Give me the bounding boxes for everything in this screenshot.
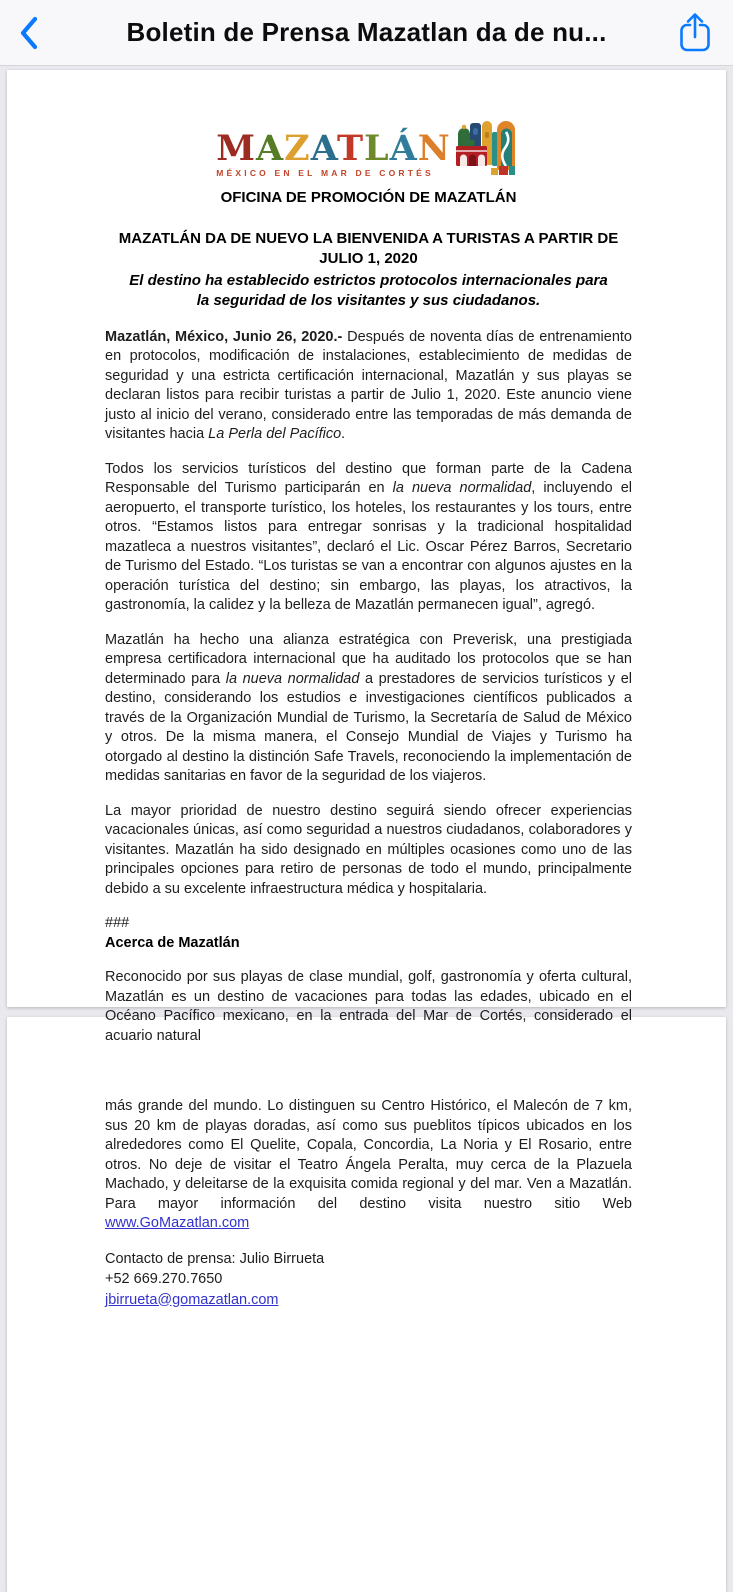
text-segment: Z [284,128,311,169]
text-link[interactable]: jbirrueta@gomazatlan.com [105,1291,279,1308]
document-page-2 [7,1017,726,1592]
document-viewer[interactable] [0,66,733,1592]
text-segment: La Perla del Pacífico [208,426,342,442]
text-segment: la nueva normalidad [225,670,360,687]
text-segment: Á [389,128,418,169]
text-segment: A [255,128,285,169]
paragraph-4 [105,802,632,900]
press-release-subhead: El destino ha establecido estrictos protocolos internacionales para la seguridad de los visitantes y sus ciudadanos. [129,271,608,309]
back-button[interactable] [14,14,44,52]
text-segment: Todos los servicios turísticos del destino que forman parte de la Cadena Responsable del Turismo participarán en [105,460,632,496]
end-marker: ### [105,915,130,931]
logo-tagline: MÉXICO EN EL MAR DE CORTÉS [216,168,434,178]
office-heading: OFICINA DE PROMOCIÓN DE MAZATLÁN [220,189,517,206]
contact-phone: +52 669.270.7650 [105,1271,223,1287]
text-segment: la nueva normalidad [392,480,532,496]
press-contact-block [105,1249,632,1311]
text-segment: L [364,128,390,169]
document-page-1 [7,70,726,1044]
logo-text-block [216,128,451,178]
paragraph-3 [105,631,632,787]
contact-email [105,1290,632,1311]
page-2-content [7,1017,726,1310]
logo-wordmark [216,128,451,169]
text-link[interactable]: www.GoMazatlan.com [105,1215,250,1231]
paragraph-2 [105,460,632,616]
press-release-headline: MAZATLÁN DA DE NUEVO LA BIENVENIDA A TURISTAS A PARTIR DE JULIO 1, 2020 [118,229,619,267]
mazatlan-logo [7,70,726,178]
text-segment: M [216,128,256,169]
document-title: Boletin de Prensa Mazatlan da de nu... [126,17,607,47]
text-segment: Reconocido por sus playas de clase mundial, golf, gastronomía y oferta cultural, Mazatlán es un destino de vacaciones para todas las edades, ubicado en el Océano Pacífico mexicano, en la entrada del Mar de Cortés, considerado el acuario natural [105,969,632,1044]
share-icon [677,11,713,55]
text-segment: A [310,128,337,169]
text-segment: Mazatlán, México, Junio 26, 2020.- [105,328,343,345]
nav-bar [0,0,733,66]
text-segment: N [417,128,451,169]
text-segment: , incluyendo el aeropuerto, el transporte turístico, los hoteles, los restaurantes y los tours, entre otros. “Estamos listos para entregar sonrisas y la tradicional hospitalidad mazatleca a nuestros visitantes”, declaró el Lic. Oscar Pérez Barros, Secretario de Turismo del Estado. “Los turistas se van a encontrar con algunos ajustes en la operación turística del destino; sin embargo, las playas, los atractivos, la gastronomía, la calidez y la belleza de Mazatlán permanecen igual”, agregó. [105,480,632,613]
paragraph-6 [105,1017,632,1234]
text-segment: Después de noventa días de entrenamiento en protocolos, modificación de instalaciones, establecimiento de medidas de seguridad y una estricta certificación internacional, Mazatlán y sus playas se declaran listos para recibir turistas a partir de Julio 1, 2020. Este anuncio viene justo al inicio del verano, considerado entre las temporadas de más demanda de visitantes hacia [105,328,632,442]
share-button[interactable] [675,10,715,56]
contact-name: Contacto de prensa: Julio Birrueta [105,1250,325,1267]
cathedral-skyline-icon [455,120,517,178]
text-segment: a prestadores de servicios turísticos y el destino, considerando los estudios e investigaciones científicos publicados a través de la Organización Mundial de Turismo, la Secretaría de Salud de México y otros. De la misma manera, el Consejo Mundial de Viajes y Turismo ha otorgado al destino la distinción Safe Travels, reconociendo la implementación de medidas sanitarias en favor de la seguridad de los viajeros. [105,670,632,784]
page-1-content [7,188,726,1046]
chevron-left-icon [18,15,40,51]
text-segment: Mazatlán ha hecho una alianza estratégica con Preverisk, una prestigiada empresa certificadora internacional que ha auditado los protocolos que se han determinado para [105,631,632,687]
text-segment: La mayor prioridad de nuestro destino seguirá siendo ofrecer experiencias vacacionales únicas, así como seguridad a nuestros ciudadanos, colaboradores y visitantes. Mazatlán ha sido designado en múltiples ocasiones como uno de las principales opciones para retiro de personas de todo el mundo, principalmente debido a su excelente infraestructura médica y hospitalaria. [105,802,632,897]
paragraph-1 [105,328,632,445]
text-segment: T [336,128,364,169]
text-segment: más grande del mundo. Lo distinguen su Centro Histórico, el Malecón de 7 km, sus 20 km de playas doradas, así como sus pueblitos típicos ubicados en los alrededores como El Quelite, Copala, Concordia, La Noria y El Rosario, entre otros. No deje de visitar el Teatro Ángela Peralta, muy cerca de la Plazuela Machado, y deleitarse de la exquisita comida regional y del mar. Ven a Mazatlán. Para mayor información del destino visita nuestro sitio Web [105,1098,632,1212]
about-heading: Acerca de Mazatlán [105,934,240,951]
text-segment: . [341,426,346,442]
